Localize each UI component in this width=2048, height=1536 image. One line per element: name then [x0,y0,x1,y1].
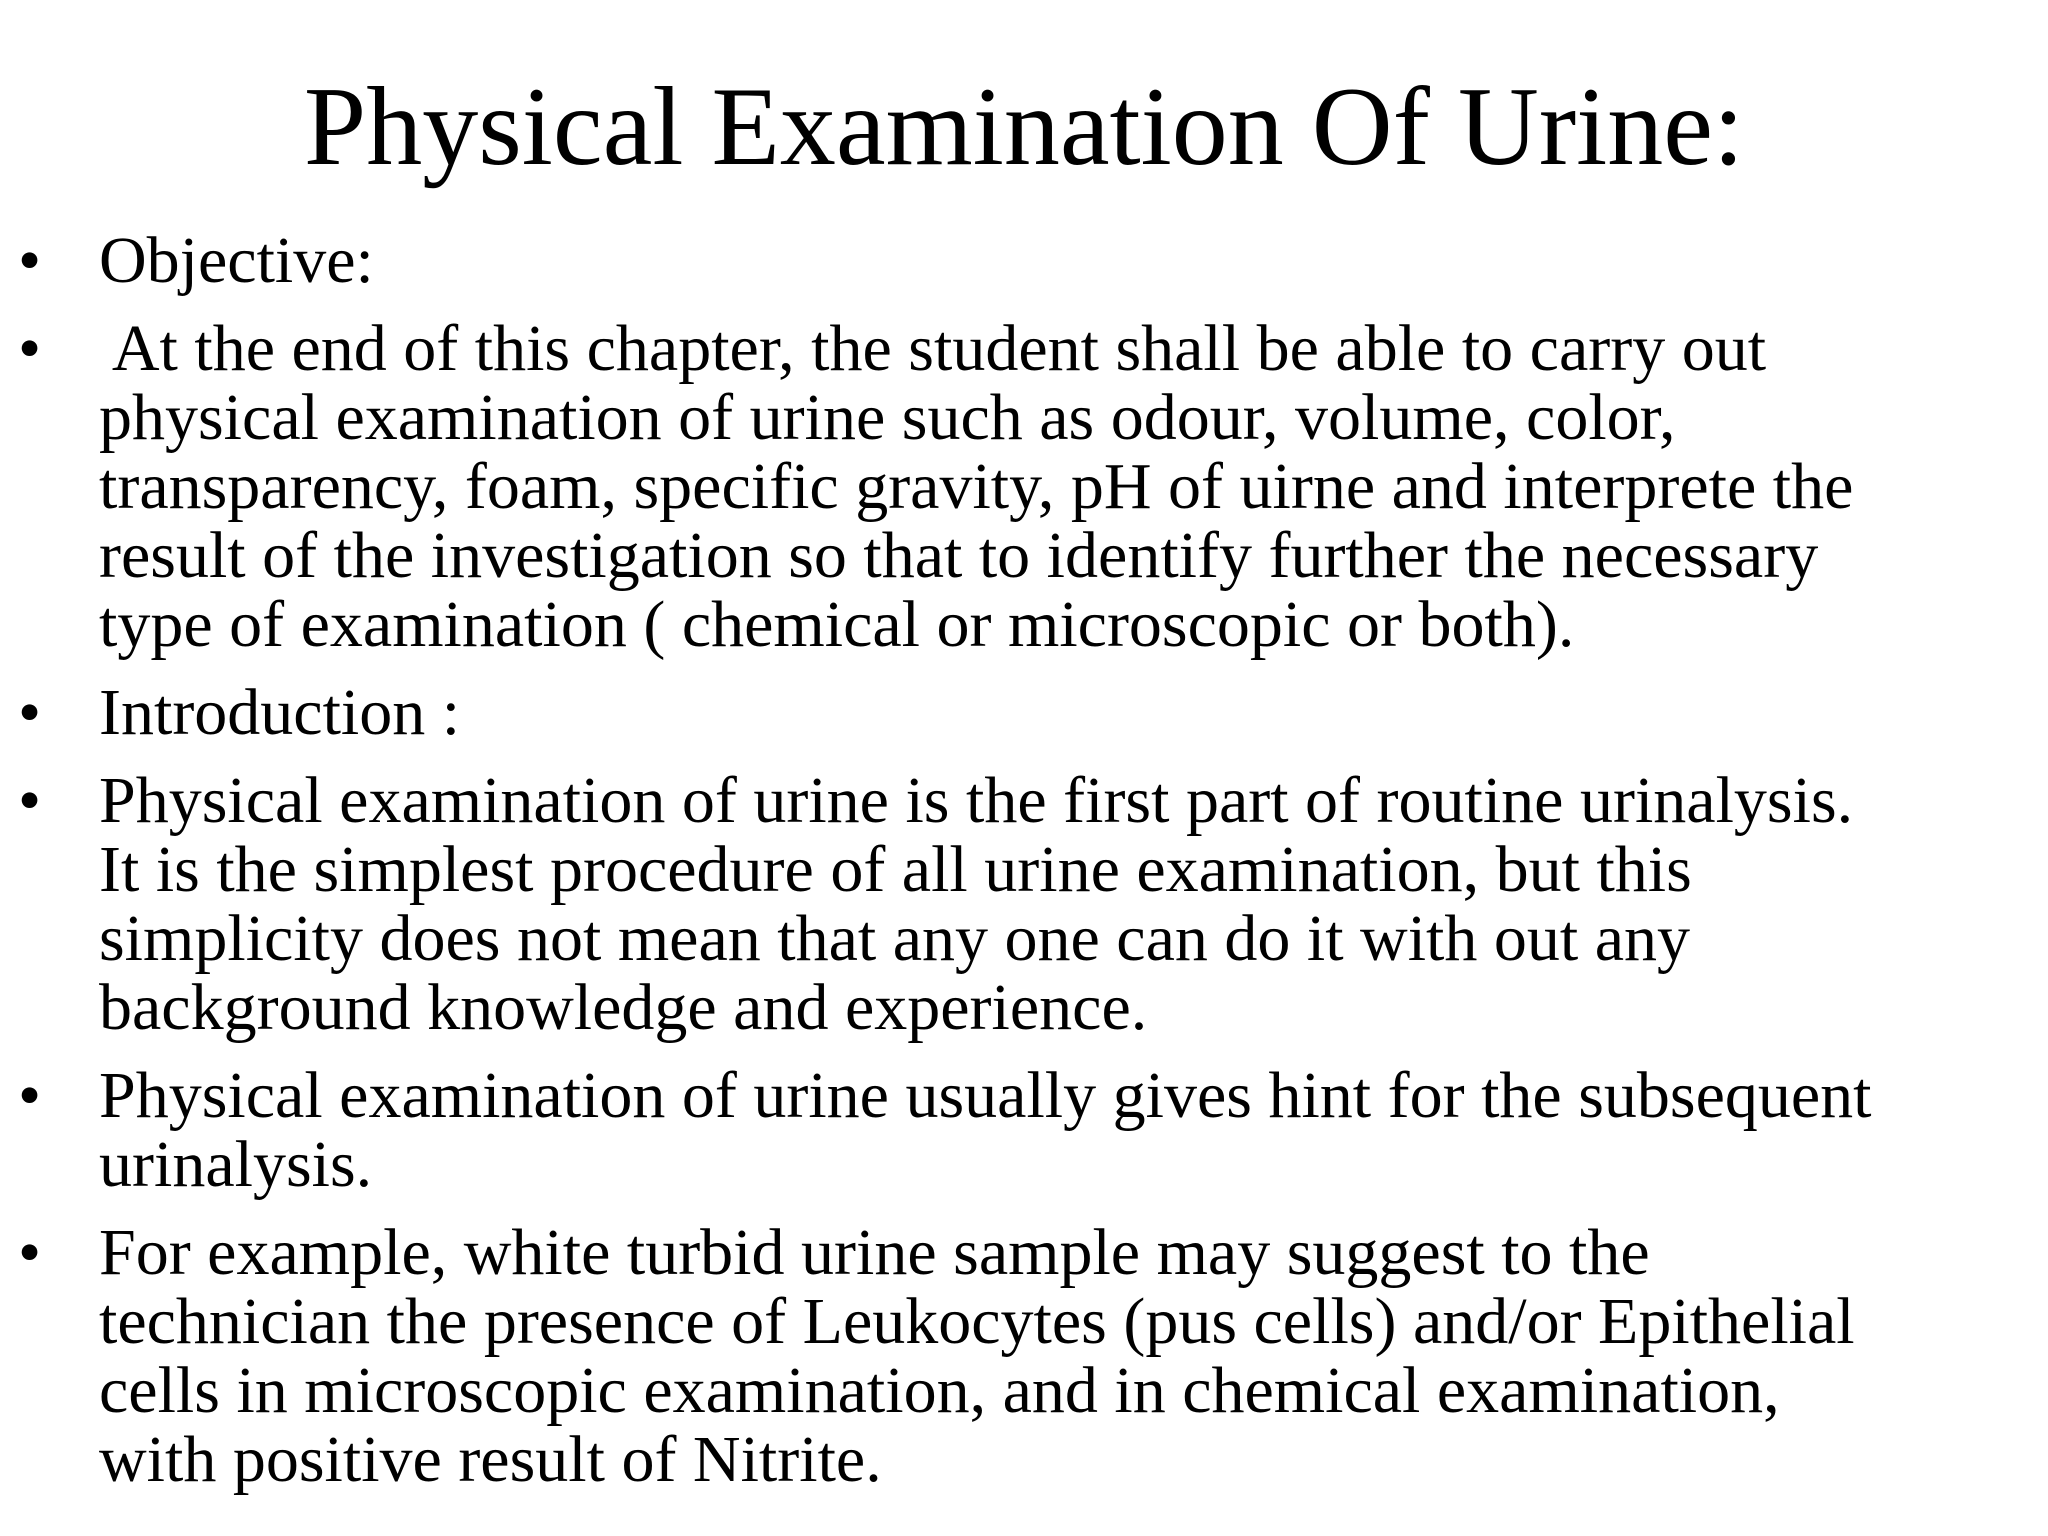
bullet-line: Introduction : [99,676,461,749]
bullet-item [18,766,2038,1042]
bullet-text [99,226,2038,295]
bullet-item [18,1218,2038,1494]
bullet-text [99,314,2038,659]
bullet-line: It is the simplest procedure of all urine examination, but this [99,833,1692,906]
bullet-line: For example, white turbid urine sample may suggest to the [99,1216,1650,1289]
bullet-dot-icon: • [18,312,42,385]
bullet-dot-icon: • [18,676,42,749]
bullet-line: urinalysis. [99,1128,373,1201]
bullet-list [18,226,2038,1513]
bullet-item [18,1061,2038,1199]
bullet-dot-icon: • [18,764,42,837]
bullet-line: physical examination of urine such as odour, volume, color, [99,381,1676,454]
bullet-line: simplicity does not mean that any one can do it with out any [99,902,1691,975]
bullet-line: Physical examination of urine is the first part of routine urinalysis. [99,764,1854,837]
bullet-text [99,1061,2038,1199]
bullet-line: background knowledge and experience. [99,971,1148,1044]
bullet-dot-icon: • [18,1059,42,1132]
slide-title: Physical Examination Of Urine: [303,65,1745,189]
bullet-item [18,314,2038,659]
bullet-text [99,766,2038,1042]
bullet-line: Objective: [99,224,374,297]
bullet-line: At the end of this chapter, the student shall be able to carry out [99,312,1767,385]
bullet-dot-icon: • [18,1216,42,1289]
bullet-dot-icon: • [18,224,42,297]
bullet-line: technician the presence of Leukocytes (pus cells) and/or Epithelial [99,1285,1855,1358]
bullet-line: type of examination ( chemical or microscopic or both). [99,588,1575,661]
bullet-item [18,226,2038,295]
bullet-text [99,678,2038,747]
bullet-line: Physical examination of urine usually gives hint for the subsequent [99,1059,1872,1132]
bullet-item [18,678,2038,747]
bullet-line: result of the investigation so that to identify further the necessary [99,519,1819,592]
bullet-line: cells in microscopic examination, and in chemical examination, [99,1354,1780,1427]
bullet-line: transparency, foam, specific gravity, pH of uirne and interprete the [99,450,1854,523]
bullet-line: with positive result of Nitrite. [99,1423,882,1496]
bullet-text [99,1218,2038,1494]
